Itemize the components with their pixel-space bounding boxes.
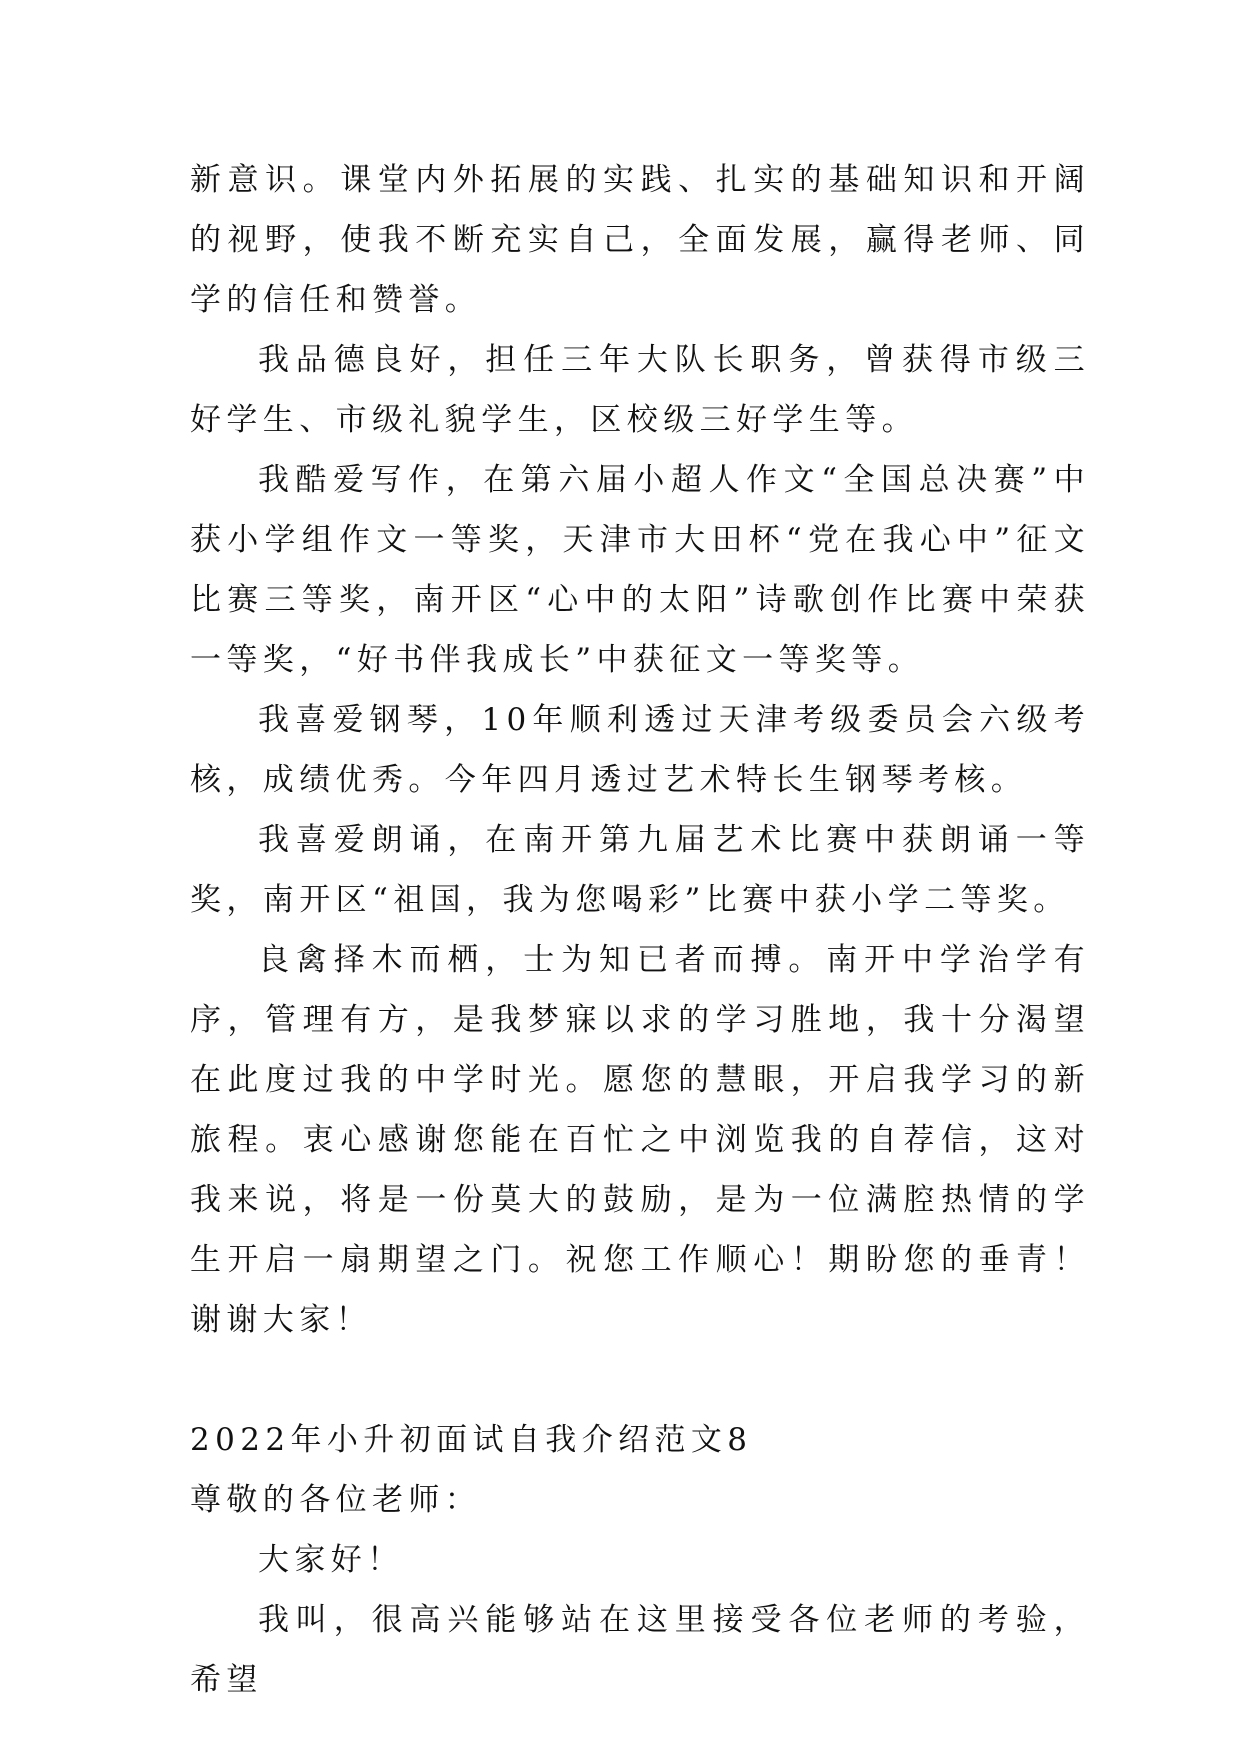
section-title: 2022年小升初面试自我介绍范文8 xyxy=(190,1422,753,1458)
paragraph: 我品德良好，担任三年大队长职务，曾获得市级三好学生、市级礼貌学生，区校级三好学生等。 xyxy=(190,342,1090,438)
paragraph: 良禽择木而栖，士为知已者而搏。南开中学治学有序，管理有方，是我梦寐以求的学习胜地，我十分渴望在此度过我的中学时光。愿您的慧眼，开启我学习的新旅程。衷心感谢您能在百忙之中浏览我的自荐信，这对我来说，将是一份莫大的鼓励，是为一位满腔热情的学生开启一扇期望之门。祝您工作顺心！期盼您的垂青！谢谢大家！ xyxy=(190,942,1090,1338)
section-spacer xyxy=(190,1350,1090,1410)
paragraph: 我喜爱钢琴，10年顺利透过天津考级委员会六级考核，成绩优秀。今年四月透过艺术特长生钢琴考核。 xyxy=(190,702,1090,798)
paragraph: 我叫，很高兴能够站在这里接受各位老师的考验，希望 xyxy=(190,1602,1090,1698)
salutation: 尊敬的各位老师： xyxy=(190,1482,482,1518)
paragraph: 新意识。课堂内外拓展的实践、扎实的基础知识和开阔的视野，使我不断充实自己，全面发展，赢得老师、同学的信任和赞誉。 xyxy=(190,162,1090,318)
paragraph: 我酷爱写作，在第六届小超人作文“全国总决赛”中获小学组作文一等奖，天津市大田杯“党在我心中”征文比赛三等奖，南开区“心中的太阳”诗歌创作比赛中荣获一等奖，“好书伴我成长”中获征文一等奖等。 xyxy=(190,462,1090,678)
paragraph: 我喜爱朗诵，在南开第九届艺术比赛中获朗诵一等奖，南开区“祖国，我为您喝彩”比赛中获小学二等奖。 xyxy=(190,822,1090,918)
greeting: 大家好！ xyxy=(258,1542,404,1578)
document-body xyxy=(190,150,1090,1710)
